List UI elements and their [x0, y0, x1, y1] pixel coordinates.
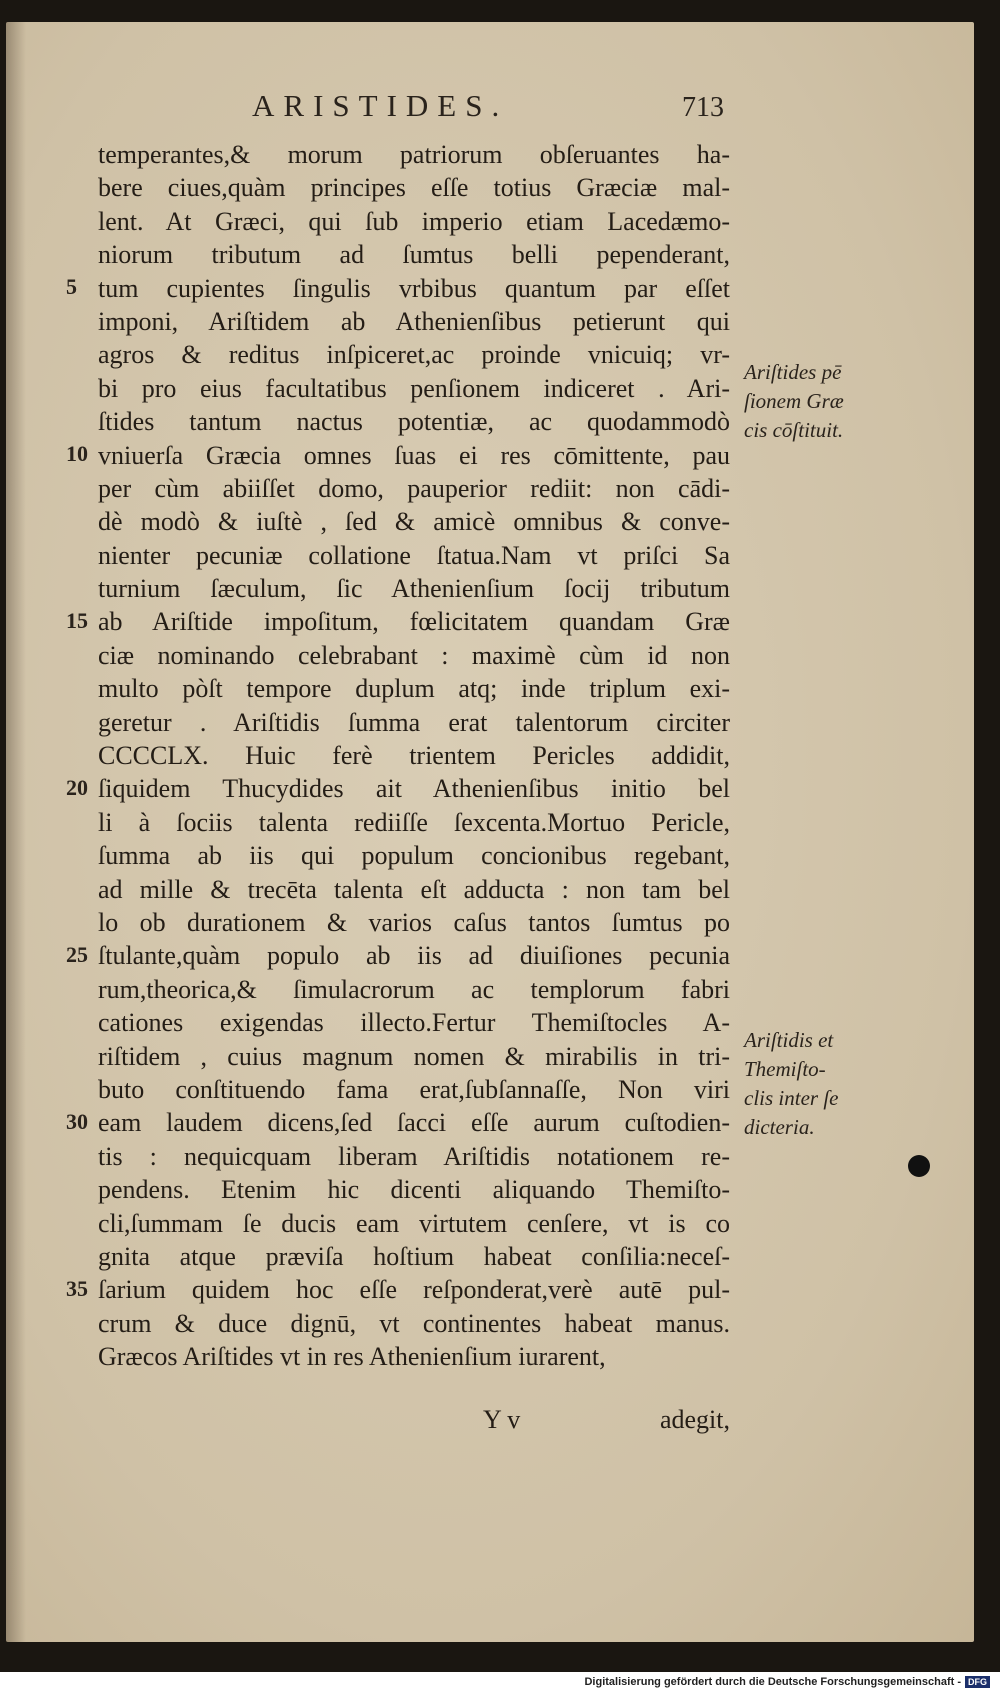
text-line: Græcos Ariſtides vt in res Athenienſium iurarent,: [98, 1342, 606, 1372]
catchline: [98, 1405, 730, 1439]
margin-note-line: dicteria.: [744, 1115, 815, 1140]
margin-note-line: ſionem Græ: [744, 389, 844, 414]
text-line: per cùm abiiſſet domo, pauperior rediit: non cādi-: [98, 473, 730, 503]
text-line: rum,theorica,& ſimulacrorum ac templorum fabri: [98, 974, 730, 1004]
text-line: bi pro eius facultatibus penſionem indiceret . Ari-: [98, 373, 730, 403]
line-number: 25: [66, 941, 88, 967]
text-line: ſtides tantum nactus potentiæ, ac quodammodò: [98, 407, 730, 437]
line-number: 15: [66, 607, 88, 633]
text-line: lent. At Græci, qui ſub imperio etiam Lacedæmo-: [98, 206, 730, 236]
text-line: ad mille & trecēta talenta eſt adducta : non tam bel: [98, 874, 730, 904]
text-line: cationes exigendas illecto.Fertur Themiſtocles A-: [98, 1008, 730, 1038]
text-line: ſiquidem Thucydides ait Athenienſibus initio bel: [98, 774, 730, 804]
page-gutter-shadow: [6, 22, 26, 1642]
text-line: li à ſociis talenta rediiſſe ſexcenta.Mortuo Pericle,: [98, 807, 730, 837]
text-line: crum & duce dignū, vt continentes habeat manus.: [98, 1308, 730, 1338]
digitization-footer: [584, 1676, 990, 1688]
text-line: tis : nequicquam liberam Ariſtidis notationem re-: [98, 1141, 730, 1171]
dfg-logo: DFG: [965, 1676, 990, 1688]
catchword: adegit,: [659, 1405, 730, 1434]
text-line: niorum tributum ad ſumtus belli pependerant,: [98, 240, 730, 270]
ink-blot: [908, 1155, 930, 1177]
text-line: geretur . Ariſtidis ſumma erat talentorum circiter: [98, 707, 730, 737]
text-line: ab Ariſtide impoſitum, fœlicitatem quandam Græ: [98, 607, 730, 637]
margin-note: [744, 358, 844, 445]
line-number: 10: [66, 440, 88, 466]
text-line: ſtulante,quàm populo ab iis ad diuiſiones pecunia: [98, 941, 730, 971]
page-number: 713: [682, 92, 724, 123]
text-line: riſtidem , cuius magnum nomen & mirabilis in tri-: [98, 1041, 730, 1071]
text-line: vniuerſa Græcia omnes ſuas ei res cōmittente, pau: [98, 440, 730, 470]
text-line: eam laudem dicens,ſed ſacci eſſe aurum cuſtodien-: [98, 1108, 730, 1138]
text-line: CCCCLX. Huic ferè trientem Pericles addidit,: [98, 741, 730, 771]
signature-mark: Y v: [483, 1405, 521, 1434]
text-line: temperantes,& morum patriorum obſeruantes ha-: [98, 140, 730, 169]
margin-note-line: clis inter ſe: [744, 1086, 839, 1111]
margin-note-line: Ariſtides pē: [744, 360, 842, 385]
line-number: 35: [66, 1275, 88, 1301]
margin-note-line: cis cōſtituit.: [744, 418, 844, 443]
text-line: bere ciues,quàm principes eſſe totius Græciæ mal-: [98, 173, 730, 203]
text-line: ſarium quidem hoc eſſe reſponderat,verè autē pul-: [98, 1275, 730, 1305]
line-number: 20: [66, 774, 88, 800]
text-line: dè modò & iuſtè , ſed & amicè omnibus & conve-: [98, 507, 730, 537]
text-line: nienter pecuniæ collatione ſtatua.Nam vt priſci Sa: [98, 540, 730, 570]
footer-credit: Digitalisierung gefördert durch die Deutsche Forschungsgemeinschaft -: [584, 1676, 961, 1688]
text-line: ciæ nominando celebrabant : maximè cùm id non: [98, 640, 730, 670]
text-line: buto conſtituendo fama erat,ſubſannaſſe, Non viri: [98, 1074, 730, 1104]
text-line: pendens. Etenim hic dicenti aliquando Themiſto-: [98, 1175, 730, 1205]
text-line: cli,ſummam ſe ducis eam virtutem cenſere, vt is co: [98, 1208, 730, 1238]
body-text: [98, 138, 730, 1373]
text-line: ſumma ab iis qui populum concionibus regebant,: [98, 841, 730, 871]
text-line: imponi, Ariſtidem ab Athenienſibus petierunt qui: [98, 306, 730, 336]
text-line: lo ob durationem & varios caſus tantos ſumtus po: [98, 907, 730, 937]
line-number: 30: [66, 1108, 88, 1134]
text-line: agros & reditus inſpiceret,ac proinde vnicuiq; vr-: [98, 340, 730, 370]
text-line: tum cupientes ſingulis vrbibus quantum par eſſet: [98, 273, 730, 303]
running-head: ARISTIDES.: [252, 88, 509, 123]
margin-note-line: Ariſtidis et: [744, 1028, 834, 1053]
text-line: turnium ſæculum, ſic Athenienſium ſocij tributum: [98, 574, 730, 604]
text-line: multo pòſt tempore duplum atq; inde triplum exi-: [98, 674, 730, 704]
margin-note-line: Themiſto-: [744, 1057, 826, 1082]
margin-note: [744, 1026, 838, 1142]
text-line: gnita atque præviſa hoſtium habeat conſilia:neceſ-: [98, 1241, 730, 1271]
line-number: 5: [66, 273, 77, 299]
